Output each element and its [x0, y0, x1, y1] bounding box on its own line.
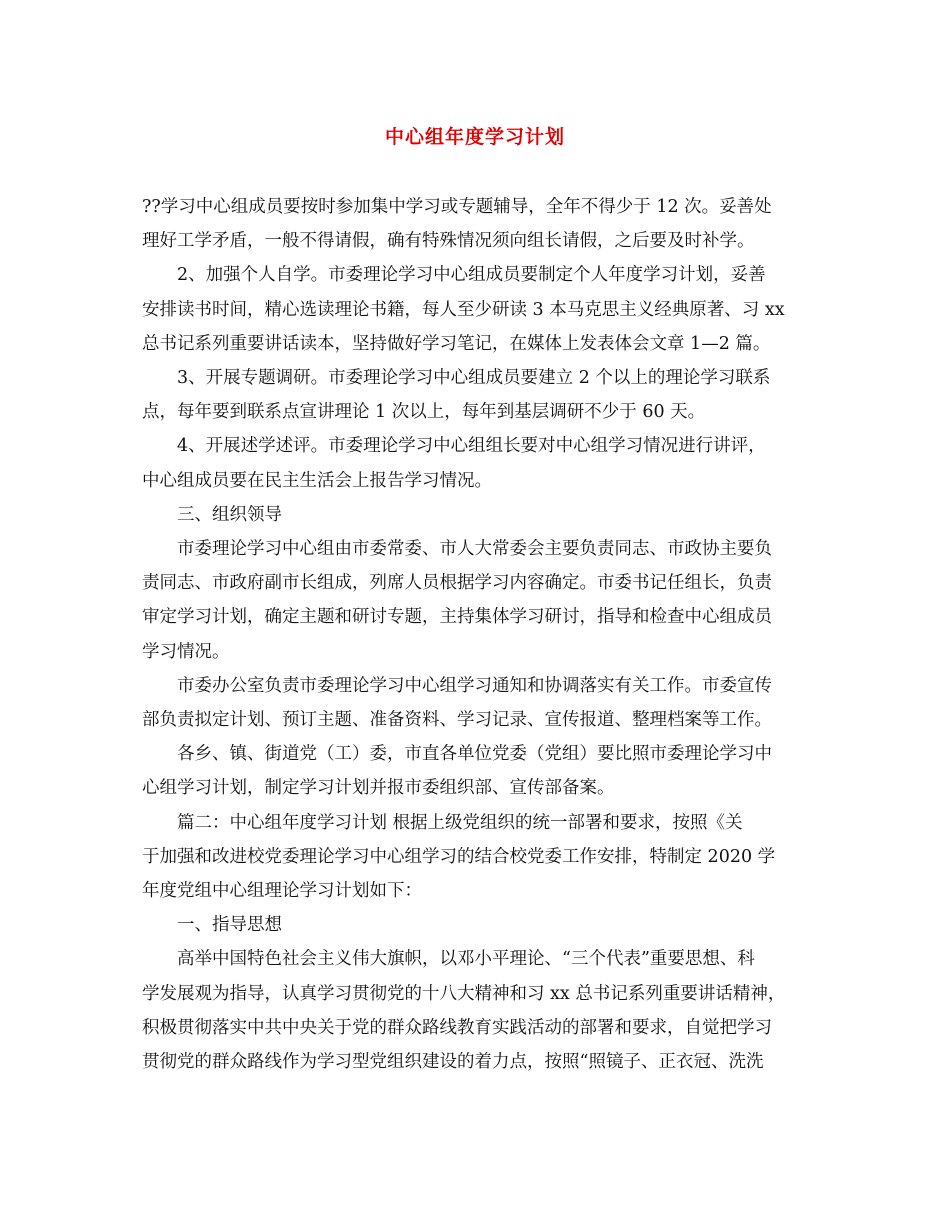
paragraph-line: 积极贯彻落实中共中央关于党的群众路线教育实践活动的部署和要求，自觉把学习 [142, 1017, 772, 1038]
paragraph-line: 责同志、市政府副市长组成，列席人员根据学习内容确定。市委书记任组长，负责 [142, 573, 772, 594]
paragraph-line: 学习情况。 [142, 641, 230, 662]
paragraph-line: 2、加强个人自学。市委理论学习中心组成员要制定个人年度学习计划，妥善 [177, 265, 766, 286]
paragraph-line: 3、开展专题调研。市委理论学习中心组成员要建立 2 个以上的理论学习联系 [177, 368, 771, 389]
paragraph [142, 737, 822, 805]
paragraph-line: 中心组成员要在民主生活会上报告学习情况。 [142, 470, 492, 491]
paragraph [142, 669, 822, 737]
paragraph-line: 各乡、镇、街道党（工）委，市直各单位党委（党组）要比照市委理论学习中 [177, 744, 772, 765]
paragraph-line: 于加强和改进校党委理论学习中心组学习的结合校党委工作安排，特制定 2020 学 [142, 846, 776, 867]
paragraph [142, 942, 822, 1079]
paragraph-line: 理好工学矛盾，一般不得请假，确有特殊情况须向组长请假，之后要及时补学。 [142, 231, 755, 252]
paragraph-line: 点，每年要到联系点宣讲理论 1 次以上，每年到基层调研不少于 60 天。 [142, 402, 706, 423]
paragraph-line: 心组学习计划，制定学习计划并报市委组织部、宣传部备案。 [142, 778, 615, 799]
paragraph-line: 三、组织领导 [177, 504, 282, 525]
paragraph-line: 市委办公室负责市委理论学习中心组学习通知和协调落实有关工作。市委宣传 [177, 675, 772, 696]
paragraph [142, 190, 822, 258]
paragraph [142, 498, 822, 532]
paragraph-line: 学发展观为指导，认真学习贯彻党的十八大精神和习 xx 总书记系列重要讲话精神， [142, 983, 786, 1004]
paragraph-line: 4、开展述学述评。市委理论学习中心组组长要对中心组学习情况进行讲评， [177, 436, 766, 457]
paragraph-line: 审定学习计划，确定主题和研讨专题，主持集体学习研讨，指导和检查中心组成员 [142, 607, 772, 628]
paragraph-line: 总书记系列重要讲话读本，坚持做好学习笔记，在媒体上发表体会文章 1—2 篇。 [142, 333, 771, 354]
document-title: 中心组年度学习计划 [384, 126, 565, 148]
paragraph [142, 258, 822, 361]
paragraph-line: 一、指导思想 [177, 915, 282, 936]
paragraph-line: 安排读书时间，精心选读理论书籍，每人至少研读 3 本马克思主义经典原著、习 xx [142, 299, 785, 320]
paragraph-line: 部负责拟定计划、预订主题、准备资料、学习记录、宣传报道、整理档案等工作。 [142, 710, 772, 731]
document-body [142, 190, 822, 1079]
paragraph-line: 篇二：中心组年度学习计划 根据上级党组织的统一部署和要求，按照《关 [177, 812, 743, 833]
paragraph-line: 市委理论学习中心组由市委常委、市人大常委会主要负责同志、市政协主要负 [177, 539, 772, 560]
paragraph [142, 532, 822, 669]
paragraph [142, 806, 822, 909]
paragraph-line: 年度党组中心组理论学习计划如下： [142, 881, 422, 902]
paragraph [142, 361, 822, 429]
paragraph-line: ??学习中心组成员要按时参加集中学习或专题辅导，全年不得少于 12 次。妥善处 [142, 197, 772, 217]
paragraph-line: 贯彻党的群众路线作为学习型党组织建设的着力点，按照“照镜子、正衣冠、洗洗 [142, 1052, 764, 1073]
paragraph [142, 429, 822, 497]
paragraph [142, 908, 822, 942]
paragraph-line: 高举中国特色社会主义伟大旗帜，以邓小平理论、“三个代表”重要思想、科 [177, 949, 755, 970]
